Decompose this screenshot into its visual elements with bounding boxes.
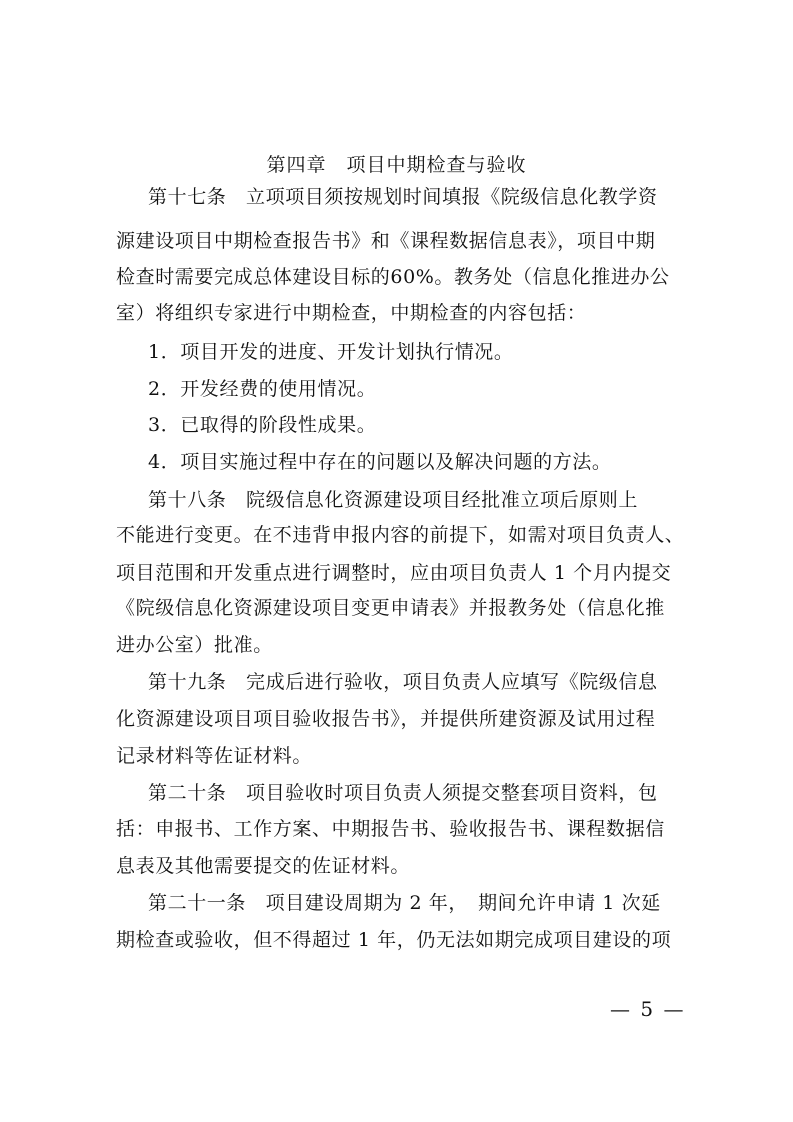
page-number: — 5 — <box>610 997 686 1021</box>
paragraph-line: 第十七条 立项项目须按规划时间填报《院级信息化教学资 <box>148 186 658 208</box>
list-item: 3．已取得的阶段性成果。 <box>148 414 377 436</box>
list-item: 2．开发经费的使用情况。 <box>148 378 377 400</box>
paragraph-line: 检查时需要完成总体建设目标的60%。教务处（信息化推进办公 <box>116 266 670 288</box>
paragraph-line: 《院级信息化资源建设项目变更申请表》并报教务处（信息化推 <box>116 597 665 619</box>
paragraph-line: 息表及其他需要提交的佐证材料。 <box>116 855 411 877</box>
paragraph-line: 项目范围和开发重点进行调整时，应由项目负责人 1 个月内提交 <box>116 562 672 584</box>
paragraph-line: 期检查或验收，但不得超过 1 年，仍无法如期完成项目建设的项 <box>116 929 672 951</box>
list-item: 1．项目开发的进度、开发计划执行情况。 <box>148 341 514 363</box>
paragraph-line: 第十八条 院级信息化资源建设项目经批准立项后原则上 <box>148 489 639 511</box>
paragraph-line: 不能进行变更。在不违背申报内容的前提下，如需对项目负责人、 <box>116 524 685 546</box>
paragraph-line: 第十九条 完成后进行验收，项目负责人应填写《院级信息 <box>148 671 658 693</box>
paragraph-line: 化资源建设项目项目验收报告书》，并提供所建资源及试用过程 <box>116 708 656 730</box>
paragraph-line: 源建设项目中期检查报告书》和《课程数据信息表》，项目中期 <box>116 230 656 252</box>
paragraph-line: 括：申报书、工作方案、中期报告书、验收报告书、课程数据信 <box>116 818 665 840</box>
paragraph-line: 第二十一条 项目建设周期为 2 年， 期间允许申请 1 次延 <box>148 892 661 914</box>
paragraph-line: 记录材料等佐证材料。 <box>116 745 313 767</box>
paragraph-line: 第二十条 项目验收时项目负责人须提交整套项目资料，包 <box>148 782 658 804</box>
list-item: 4．项目实施过程中存在的问题以及解决问题的方法。 <box>148 451 612 473</box>
paragraph-line: 进办公室）批准。 <box>116 634 273 656</box>
paragraph-line: 室）将组织专家进行中期检查，中期检查的内容包括： <box>116 302 587 324</box>
chapter-title: 第四章 项目中期检查与验收 <box>266 154 527 176</box>
